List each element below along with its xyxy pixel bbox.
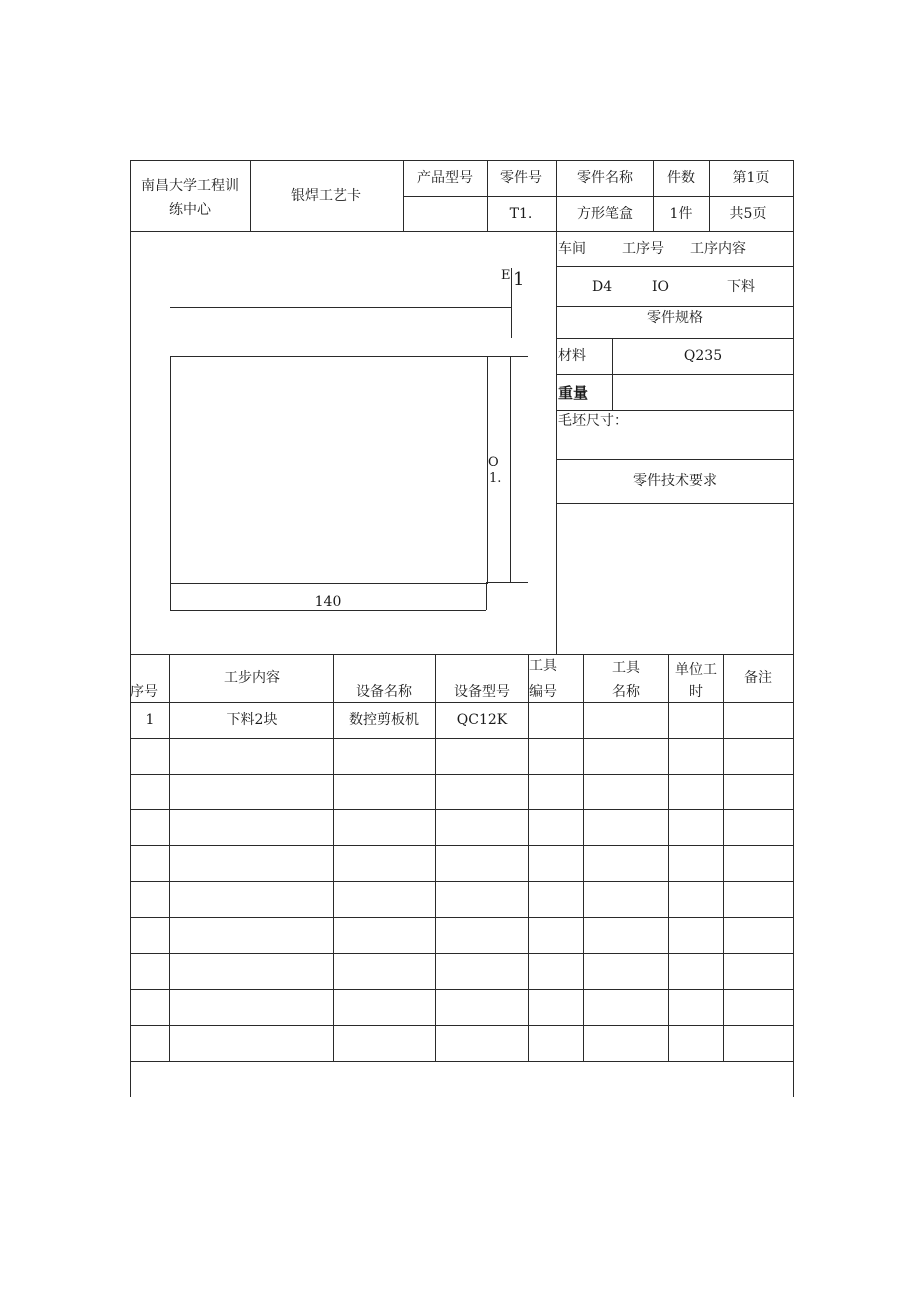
row1-content: 下料2块 [226, 712, 278, 728]
table-line [130, 809, 794, 810]
divider [556, 266, 794, 267]
drawing-top-line [170, 307, 512, 308]
part-spec-label: 零件规格 [647, 310, 703, 326]
divider [556, 410, 794, 411]
row1-seq: 1 [145, 712, 155, 728]
divider [250, 160, 251, 231]
col-header-content: 工步内容 [224, 670, 280, 686]
row1-equip-name: 数控剪板机 [349, 712, 419, 728]
total-pages-label: 共5页 [729, 206, 767, 222]
table-line [130, 774, 794, 775]
divider [403, 196, 794, 197]
col-header-equip-model: 设备型号 [454, 684, 510, 700]
table-line [130, 738, 794, 739]
table-line [130, 989, 794, 990]
height-dimension-line [510, 356, 511, 582]
col-header-tool-name-line2: 名称 [612, 684, 640, 700]
table-line [130, 1025, 794, 1026]
frame-top [130, 160, 794, 161]
table-line [130, 917, 794, 918]
drawing-label-1dot: 1. [489, 471, 502, 486]
divider [556, 306, 794, 307]
part-no-label: 零件号 [500, 170, 542, 186]
drawing-short-vertical [511, 268, 512, 338]
divider [556, 231, 557, 654]
table-line [130, 702, 794, 703]
col-header-tool-no-line2: 编号 [529, 684, 557, 700]
dim-extension-bottom [486, 582, 528, 583]
table-line [130, 881, 794, 882]
width-dimension-value: 140 [314, 594, 342, 610]
op-content-label: 工序内容 [690, 241, 746, 257]
drawing-label-o: O [488, 455, 499, 470]
table-line [130, 845, 794, 846]
width-dim-extension-right [486, 582, 487, 610]
divider [556, 459, 794, 460]
table-line [668, 654, 669, 1061]
table-line [130, 953, 794, 954]
blank-size-label: 毛坯尺寸： [558, 413, 628, 429]
table-line [583, 654, 584, 1061]
page-number-label: 第1页 [732, 170, 770, 186]
qty-value: 1件 [669, 206, 693, 222]
op-no-label: 工序号 [622, 241, 664, 257]
org-name-line2: 练中心 [169, 202, 211, 218]
material-label: 材料 [558, 348, 586, 364]
col-header-equip-name: 设备名称 [356, 684, 412, 700]
workshop-value: D4 [592, 279, 613, 295]
part-outline [170, 356, 488, 584]
part-name-value: 方形笔盒 [577, 206, 633, 222]
divider [556, 338, 794, 339]
material-value: Q235 [683, 348, 723, 364]
dim-extension-top [486, 356, 528, 357]
col-header-unit-time-line1: 单位工 [675, 662, 717, 678]
divider [130, 231, 794, 232]
divider [612, 338, 613, 410]
op-content-value: 下料 [727, 279, 755, 295]
col-header-tool-name-line1: 工具 [612, 660, 640, 676]
table-line [333, 654, 334, 1061]
col-header-remark: 备注 [744, 670, 772, 686]
tech-requirements-label: 零件技术要求 [633, 473, 717, 489]
org-name-line1: 南昌大学工程训 [141, 178, 239, 194]
width-dim-extension-left [170, 582, 171, 610]
frame-left [130, 160, 131, 1097]
divider [556, 503, 794, 504]
row1-equip-model: QC12K [456, 712, 508, 728]
divider [556, 374, 794, 375]
op-no-value: IO [652, 279, 670, 295]
col-header-tool-no-line1: 工具 [529, 658, 557, 674]
card-title: 银焊工艺卡 [291, 188, 361, 204]
table-line [130, 1061, 794, 1062]
table-line [130, 654, 794, 655]
qty-label: 件数 [667, 170, 695, 186]
col-header-unit-time-line2: 时 [689, 684, 703, 700]
table-line [528, 654, 529, 1061]
frame-right [793, 160, 794, 1097]
part-no-value: T1. [509, 206, 533, 222]
table-line [169, 654, 170, 1061]
drawing-label-1: 1 [513, 269, 525, 290]
table-line [723, 654, 724, 1061]
workshop-label: 车间 [558, 241, 586, 257]
col-header-seq: 序号 [130, 684, 158, 700]
drawing-label-e: E [501, 268, 511, 283]
weight-label: 重量 [558, 384, 589, 402]
product-model-label: 产品型号 [417, 170, 473, 186]
table-line [435, 654, 436, 1061]
part-name-label: 零件名称 [577, 170, 633, 186]
